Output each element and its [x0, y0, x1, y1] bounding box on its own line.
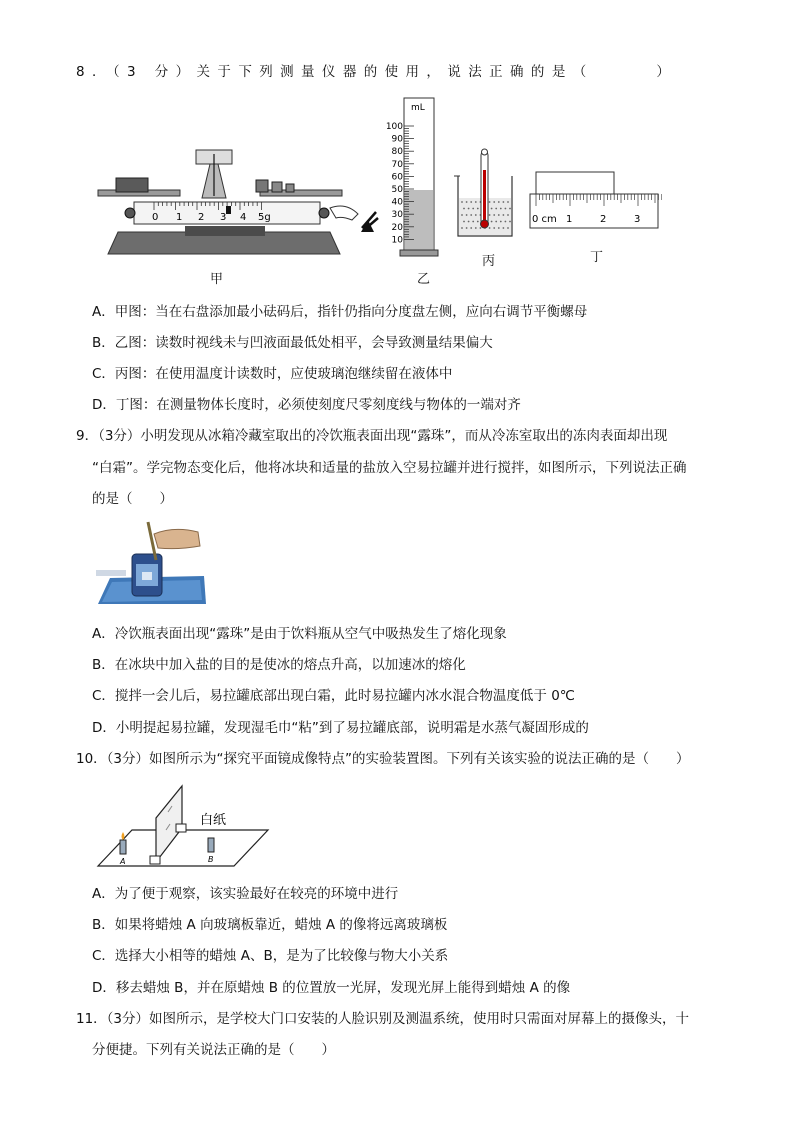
- cylinder-tick-label: 70: [391, 159, 403, 170]
- balance-tick-1: 1: [176, 212, 183, 223]
- cylinder-tick-label: 100: [385, 122, 403, 132]
- fig-label-ding: 丁: [590, 250, 604, 265]
- white-paper-label: 白纸: [200, 813, 227, 828]
- fig-label-yi: 乙: [417, 272, 431, 287]
- q9-option-c: C．搅拌一会儿后，易拉罐底部出现白霜，此时易拉罐内冰水混合物温度低于 0℃: [92, 688, 575, 704]
- q9-option-a: A．冷饮瓶表面出现“露珠”是由于饮料瓶从空气中吸热发生了熔化现象: [92, 626, 507, 642]
- ruler-figure: [528, 170, 662, 232]
- cylinder-figure: [384, 96, 442, 262]
- mirror-experiment-figure: [96, 782, 272, 872]
- cylinder-unit: mL: [411, 103, 425, 113]
- q10-option-d: D．移去蜡烛 B，并在原蜡烛 B 的位置放一光屏，发现光屏上能得到蜡烛 A 的像: [92, 980, 571, 996]
- q8-option-a: A．甲图：当在右盘添加最小砝码后，指针仍指向分度盘左侧，应向右调节平衡螺母: [92, 304, 588, 320]
- cylinder-tick-label: 80: [391, 147, 403, 158]
- q11-stem-line-1: 11．（3分）如图所示，是学校大门口安装的人脸识别及测温系统，使用时只需面对屏幕上的摄像头，十: [76, 1011, 690, 1027]
- q10-option-c: C．选择大小相等的蜡烛 A、B，是为了比较像与物大小关系: [92, 948, 449, 964]
- balance-tick-2: 2: [198, 212, 205, 223]
- cylinder-tick-label: 50: [391, 185, 403, 195]
- q9-stem-line-3: 的是（ ）: [92, 491, 173, 507]
- balance-figure: [90, 138, 360, 262]
- cylinder-tick-label: 30: [391, 210, 403, 221]
- fig-label-jia: 甲: [210, 272, 224, 287]
- q9-option-b: B．在冰块中加入盐的目的是使冰的熔点升高，以加速冰的熔化: [92, 657, 466, 673]
- candle-b-label: B: [208, 855, 214, 864]
- ruler-tick-2: 2: [600, 214, 607, 225]
- q8-option-c: C．丙图：在使用温度计读数时，应使玻璃泡继续留在液体中: [92, 366, 453, 382]
- q11-stem-line-2: 分便捷。下列有关说法正确的是（ ）: [92, 1042, 335, 1058]
- q10-option-b: B．如果将蜡烛 A 向玻璃板靠近，蜡烛 A 的像将远离玻璃板: [92, 917, 448, 933]
- balance-tick-0: 0: [152, 212, 159, 223]
- cylinder-tick-label: 90: [391, 134, 403, 145]
- fig-label-bing: 丙: [482, 254, 496, 269]
- balance-tick-5: 5g: [258, 212, 271, 223]
- ruler-tick-3: 3: [634, 214, 641, 225]
- q9-stem-line-1: 9．（3分）小明发现从冰箱冷藏室取出的冷饮瓶表面出现“露珠”，而从冷冻室取出的冻肉表面却出现: [76, 428, 668, 444]
- cylinder-tick-label: 10: [391, 235, 403, 246]
- q9-stem-line-2: “白霜”。学完物态变化后，他将冰块和适量的盐放入空易拉罐并进行搅拌，如图所示，下列说法正确: [92, 460, 687, 476]
- eye-icon: [358, 208, 380, 234]
- q10-stem: 10．（3分）如图所示为“探究平面镜成像特点”的实验装置图。下列有关该实验的说法正确的是（ ）: [76, 751, 690, 767]
- ruler-tick-0: 0 cm: [532, 214, 557, 225]
- q10-option-a: A．为了便于观察，该实验最好在较亮的环境中进行: [92, 886, 399, 902]
- q8-option-d: D．丁图：在测量物体长度时，必须使刻度尺零刻度线与物体的一端对齐: [92, 397, 521, 413]
- q8-option-b: B．乙图：读数时视线未与凹液面最低处相平，会导致测量结果偏大: [92, 335, 493, 351]
- ruler-tick-1: 1: [566, 214, 573, 225]
- balance-tick-3: 3: [220, 212, 227, 223]
- q8-stem: 8．（3 分）关于下列测量仪器的使用，说法正确的是（ ）: [76, 64, 678, 80]
- ice-can-photo: [96, 516, 208, 612]
- beaker-figure: [452, 146, 518, 242]
- cylinder-tick-label: 20: [391, 222, 403, 233]
- cylinder-tick-label: 60: [391, 172, 403, 183]
- cylinder-tick-label: 40: [391, 197, 403, 208]
- candle-a-label: A: [120, 857, 126, 866]
- balance-tick-4: 4: [240, 212, 247, 223]
- q9-option-d: D．小明提起易拉罐，发现湿毛巾“粘”到了易拉罐底部，说明霜是水蒸气凝固形成的: [92, 720, 589, 736]
